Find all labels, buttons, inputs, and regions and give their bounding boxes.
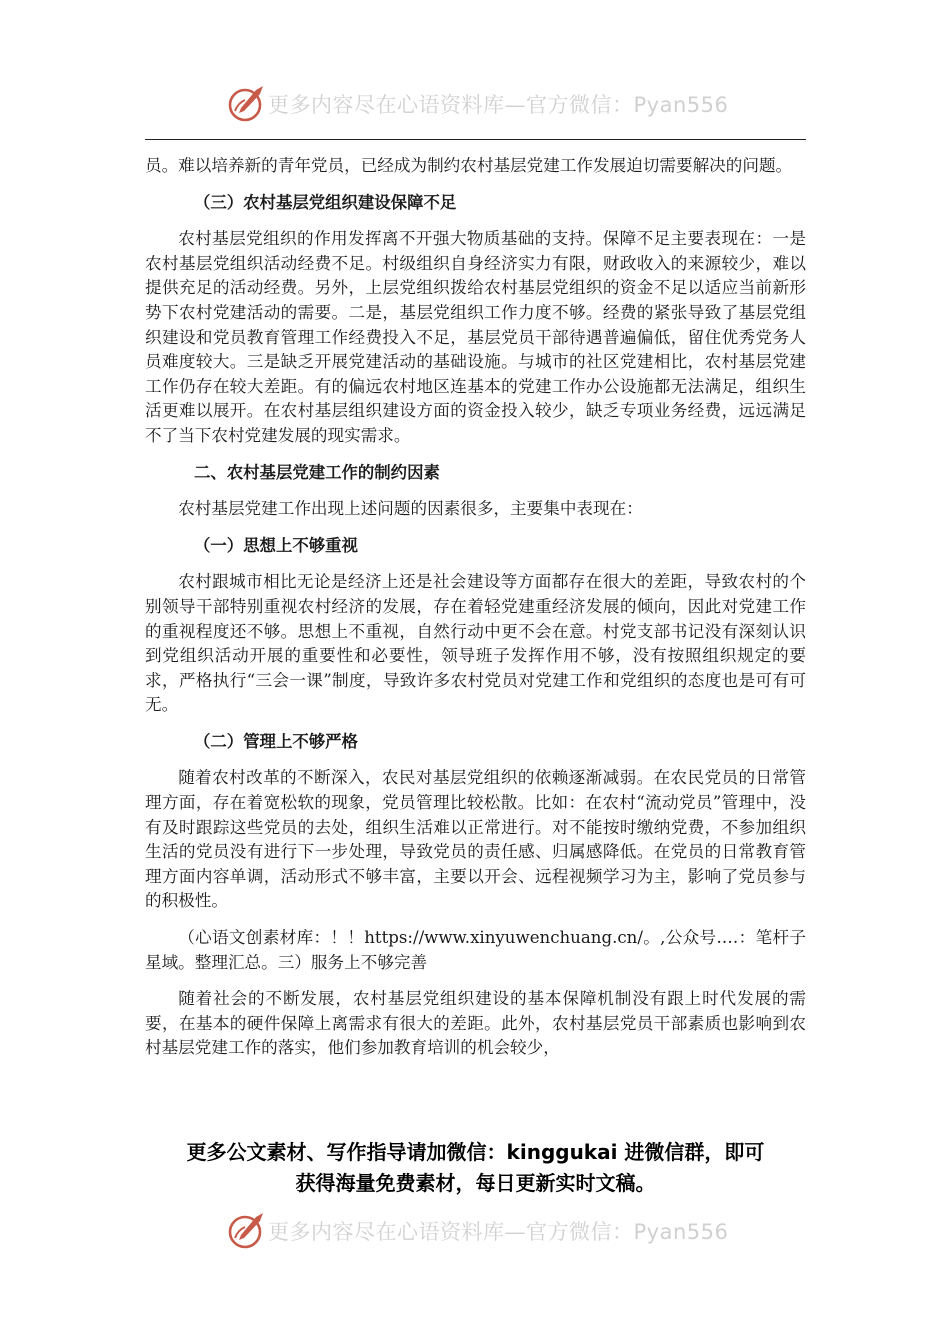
section-heading-3: （三）农村基层党组织建设保障不足: [194, 192, 457, 212]
paragraph-factors: 农村基层党建工作出现上述问题的因素很多，主要集中表现在：: [178, 499, 643, 519]
footer-banner: [0, 1211, 950, 1251]
promo-line-1: 更多公文素材、写作指导请加微信：kinggukai 进微信群，即可: [186, 1140, 765, 1164]
section-heading-2-sub: （二）管理上不够严格: [194, 731, 358, 751]
header-rule: [145, 139, 806, 140]
header-banner: [0, 84, 950, 124]
document-body: [145, 154, 806, 1061]
section-heading-1-sub: （一）思想上不够重视: [194, 535, 358, 555]
wechat-id: Pyan556: [633, 1220, 729, 1244]
pen-nib-icon: [226, 84, 266, 124]
promo-text: [145, 1137, 806, 1199]
paragraph-continued: 员。难以培养新的青年党员，已经成为制约农村基层党建工作发展迫切需要解决的问题。: [145, 156, 793, 175]
paragraph-service: 随着社会的不断发展，农村基层党组织建设的基本保障机制没有跟上时代发展的需要，在基本的硬件保障上离需求有很大的差距。此外，农村基层党员干部素质也影响到农村基层党建工作的落实，他们参加教育培训的机会较少，: [145, 989, 806, 1058]
banner-text: 更多内容尽在心语资料库—官方微信：Pyan556: [268, 93, 729, 117]
paragraph-ideology: 农村跟城市相比无论是经济上还是社会建设等方面都存在很大的差距，导致农村的个别领导干部特别重视农村经济的发展，存在着轻党建重经济发展的倾向，因此对党建工作的重视程度还不够。思想上不重视，自然行动中更不会在意。村党支部书记没有深刻认识到党组织活动开展的重要性和必要性，领导班子发挥作用不够，没有按照组织规定的要求，严格执行“三会一课”制度，导致许多农村党员对党建工作和党组织的态度也是可有可无。: [145, 572, 806, 715]
paragraph-source-note: （心语文创素材库：！！https://www.xinyuwenchuang.cn/。,公众号.…：笔杆子星域。整理汇总。三）服务上不够完善: [145, 928, 806, 972]
paragraph-management: 随着农村改革的不断深入，农民对基层党组织的依赖逐渐减弱。在农民党员的日常管理方面，存在着宽松软的现象，党员管理比较松散。比如：在农村“流动党员”管理中，没有及时跟踪这些党员的去处，组织生活难以正常进行。对不能按时缴纳党费，不参加组织生活的党员没有进行下一步处理，导致党员的责任感、归属感降低。在党员的日常教育管理方面内容单调，活动形式不够丰富，主要以开会、远程视频学习为主，影响了党员参与的积极性。: [145, 768, 806, 911]
pen-nib-icon: [226, 1211, 266, 1251]
section-heading-2: 二、农村基层党建工作的制约因素: [194, 462, 440, 482]
banner-text: 更多内容尽在心语资料库—官方微信：Pyan556: [268, 1220, 729, 1244]
promo-line-2: 获得海量免费素材，每日更新实时文稿。: [295, 1171, 656, 1195]
wechat-id: Pyan556: [633, 93, 729, 117]
paragraph-guarantee: 农村基层党组织的作用发挥离不开强大物质基础的支持。保障不足主要表现在：一是农村基层党组织活动经费不足。村级组织自身经济实力有限，财政收入的来源较少，难以提供充足的活动经费。另外，上层党组织拨给农村基层党组织的资金不足以适应当前新形势下农村党建活动的需要。二是，基层党组织工作力度不够。经费的紧张导致了基层党组织建设和党员教育管理工作经费投入不足，基层党员干部待遇普遍偏低，留住优秀党务人员难度较大。三是缺乏开展党建活动的基础设施。与城市的社区党建相比，农村基层党建工作仍存在较大差距。有的偏远农村地区连基本的党建工作办公设施都无法满足，组织生活更难以展开。在农村基层组织建设方面的资金投入较少，缺乏专项业务经费，远远满足不了当下农村党建发展的现实需求。: [145, 229, 806, 445]
